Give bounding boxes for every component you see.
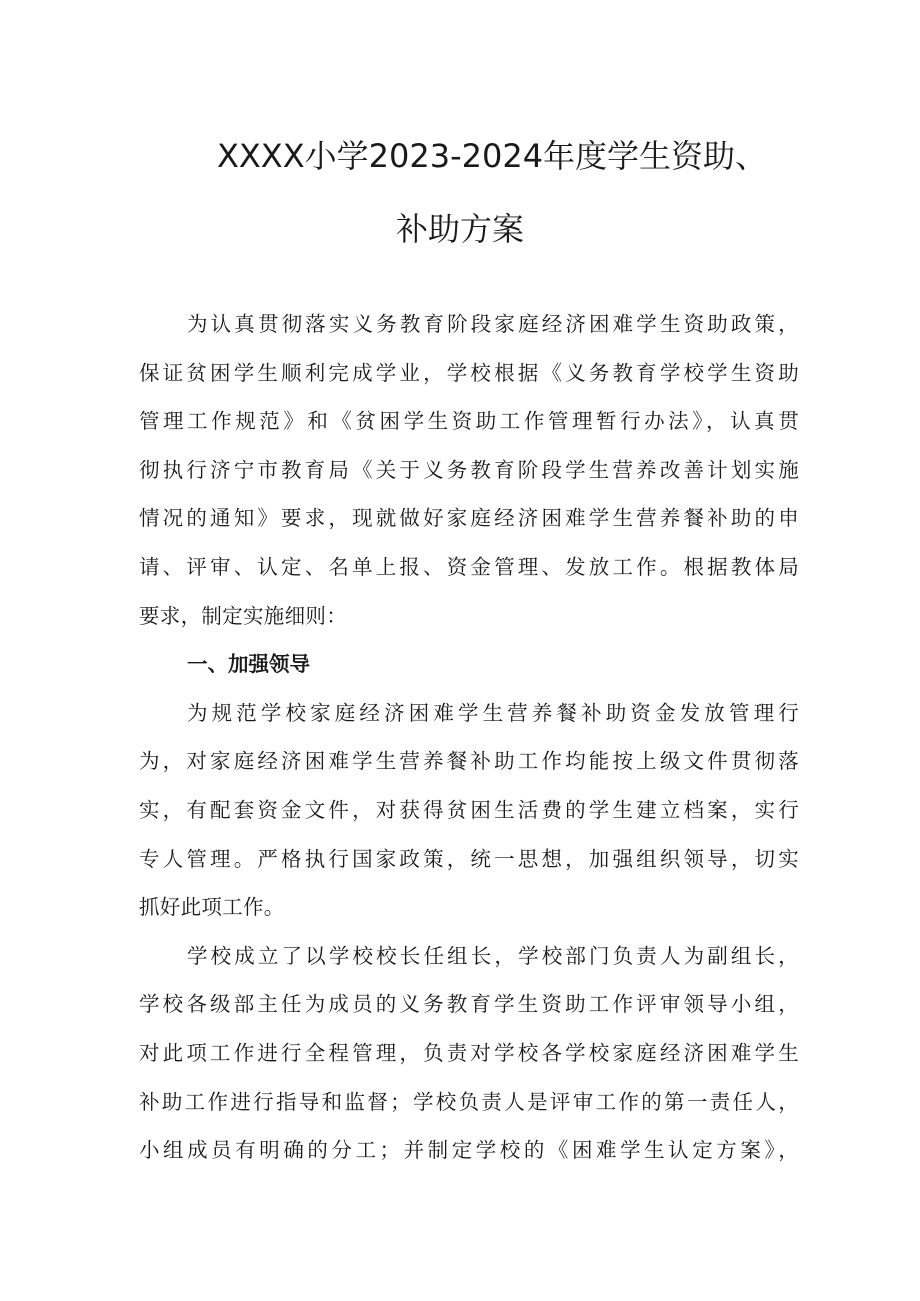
para1-line: 彻执行济宁市教育局《关于义务教育阶段学生营养改善计划实施 (139, 457, 799, 482)
para1-line: 请、评审、认定、名单上报、资金管理、发放工作。根据教体局 (139, 554, 799, 579)
para2-line: 实，有配套资金文件，对获得贫困生活费的学生建立档案，实行 (139, 797, 799, 822)
para3-line: 学校成立了以学校校长任组长，学校部门负责人为副组长， (187, 943, 799, 968)
para1-line: 保证贫困学生顺利完成学业，学校根据《义务教育学校学生资助 (139, 360, 799, 385)
document-body (139, 300, 799, 1175)
para3-line: 小组成员有明确的分工；并制定学校的《困难学生认定方案》， (139, 1138, 799, 1163)
para2-line: 抓好此项工作。 (139, 895, 285, 920)
para3-line: 学校各级部主任为成员的义务教育学生资助工作评审领导小组， (139, 992, 799, 1017)
para3-line: 对此项工作进行全程管理，负责对学校各学校家庭经济困难学生 (139, 1040, 799, 1065)
para1-line: 情况的通知》要求，现就做好家庭经济困难学生营养餐补助的申 (139, 506, 799, 531)
para1-line: 管理工作规范》和《贫困学生资助工作管理暂行办法》，认真贯 (139, 409, 799, 434)
para2-line: 专人管理。严格执行国家政策，统一思想，加强组织领导，切实 (139, 846, 799, 871)
para3-line: 补助工作进行指导和监督；学校负责人是评审工作的第一责任人， (139, 1089, 799, 1114)
para2-line: 为规范学校家庭经济困难学生营养餐补助资金发放管理行 (187, 700, 799, 725)
document-title-line1: XXXX小学2023-2024年度学生资助、 (216, 137, 768, 175)
para1-line: 要求，制定实施细则： (139, 603, 347, 628)
section-heading: 一、加强领导 (187, 652, 310, 677)
document-title-line2: 补助方案 (395, 210, 524, 248)
para2-line: 为，对家庭经济困难学生营养餐补助工作均能按上级文件贯彻落 (139, 749, 799, 774)
para1-line: 为认真贯彻落实义务教育阶段家庭经济困难学生资助政策， (187, 312, 799, 336)
